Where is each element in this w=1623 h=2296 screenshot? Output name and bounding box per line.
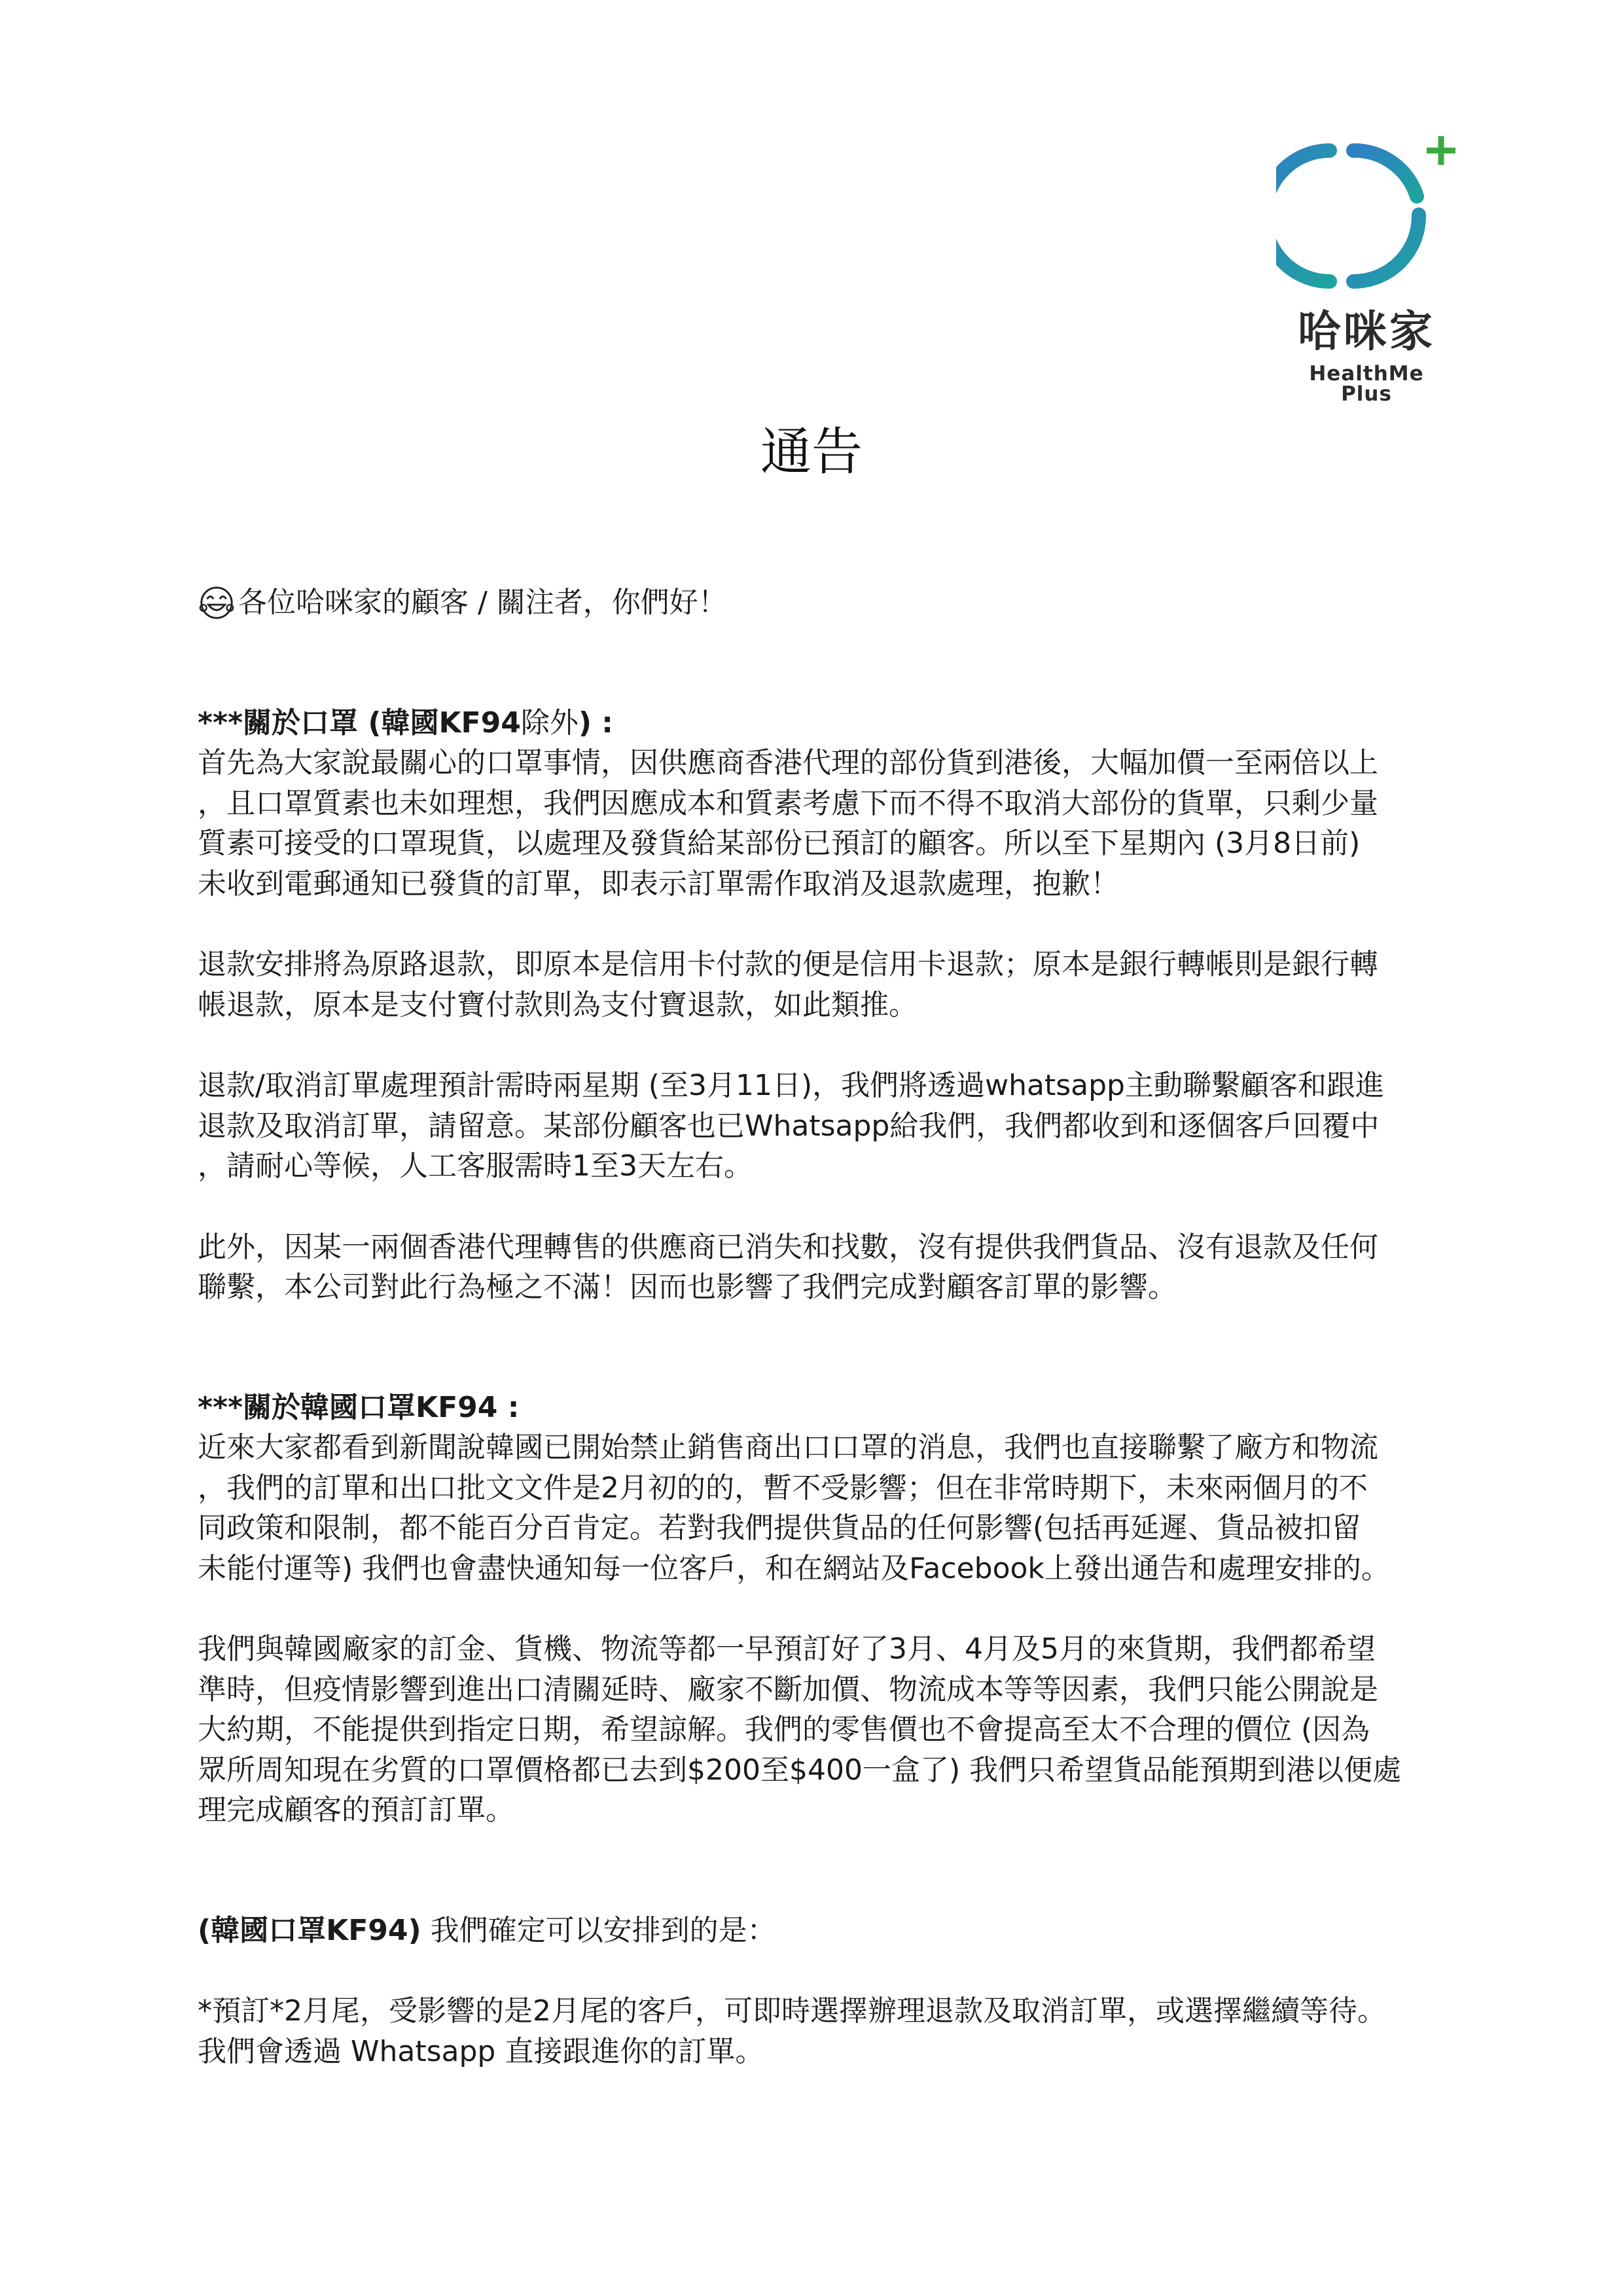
page-title: 通告 — [760, 423, 863, 482]
section1-heading — [198, 703, 1441, 744]
greeting-text: 各位哈咪家的顧客 / 關注者，你們好！ — [238, 586, 727, 619]
section1-heading-part1: ***關於口罩 (韓國KF94 — [198, 706, 521, 740]
section2-heading: ***關於韓國口罩KF94 : — [198, 1390, 520, 1424]
section3-heading-text: 我們確定可以安排到的是： — [421, 1913, 776, 1947]
logo-name-cn: 哈咪家 — [1298, 306, 1435, 357]
section1-paragraph-4: 此外，因某一兩個香港代理轉售的供應商已消失和找數，沒有提供我們貨品、沒有退款及任何 聯繫，本公司對此行為極之不滿！因而也影響了我們完成對顧客訂單的影響。 — [198, 1230, 1378, 1304]
section1-heading-part2: 除外 — [520, 706, 579, 740]
section1-paragraph-1: 首先為大家說最關心的口罩事情，因供應商香港代理的部份貨到港後，大幅加價一至兩倍以上 ，且口罩質素也未如理想，我們因應成本和質素考慮下而不得不取消大部份的貨單，只剩少量 質素可接受的口罩現貨，以處理及發貨給某部份已預訂的顧客。所以至下星期內 (3月8日前) 未收到電郵通知已發貨的訂單，即表示訂單需作取消及退款處理，抱歉！ — [198, 746, 1378, 901]
section2-paragraph-2: 我們與韓國廠家的訂金、貨機、物流等都一早預訂好了3月、4月及5月的來貨期，我們都希望 準時，但疫情影響到進出口清關延時、廠家不斷加價、物流成本等等因素，我們只能公開說是 大約期，不能提供到指定日期，希望諒解。我們的零售價也不會提高至太不合理的價位 (因為 眾所周知現在劣質的口罩價格都已去到$200至$400一盒了) 我們只希望貨品能預期到港以便處 理完成顧客的預訂訂單。 — [198, 1632, 1402, 1827]
logo-mark-icon — [1276, 124, 1466, 314]
company-logo — [1276, 124, 1466, 406]
greeting-line — [198, 583, 1441, 623]
section1-paragraph-3: 退款/取消訂單處理預計需時兩星期 (至3月11日)，我們將透過whatsapp主動聯繫顧客和跟進 退款及取消訂單，請留意。某部份顧客也已Whatsapp給我們，我們都收到和逐個客戶回覆中 ，請耐心等候，人工客服需時1至3天左右。 — [198, 1069, 1384, 1183]
logo-name-en: HealthMe Plus — [1309, 362, 1424, 406]
section3-heading — [198, 1910, 1441, 1951]
section2-paragraph-1: 近來大家都看到新聞說韓國已開始禁止銷售商出口口罩的消息，我們也直接聯繫了廠方和物流 ，我們的訂單和出口批文文件是2月初的的，暫不受影響；但在非常時期下，未來兩個月的不 同政策和限制，都不能百分百肯定。若對我們提供貨品的任何影響(包括再延遲、貨品被扣留 未能付運等) 我們也會盡快通知每一位客戶，和在網站及Facebook上發出通告和處理安排的。 — [198, 1431, 1390, 1585]
section3-heading-bold: (韓國口罩KF94) — [198, 1913, 421, 1947]
notice-body — [198, 583, 1441, 2072]
section3-paragraph-1: *預訂*2月尾，受影響的是2月尾的客戶，可即時選擇辦理退款及取消訂單，或選擇繼續等待。 我們會透過 Whatsapp 直接跟進你的訂單。 — [198, 1994, 1386, 2068]
section1-heading-part3: ) : — [578, 706, 613, 740]
section1-paragraph-2: 退款安排將為原路退款，即原本是信用卡付款的便是信用卡退款；原本是銀行轉帳則是銀行轉 帳退款，原本是支付寶付款則為支付寶退款，如此類推。 — [198, 948, 1378, 1022]
smiling-face-icon — [198, 584, 236, 622]
